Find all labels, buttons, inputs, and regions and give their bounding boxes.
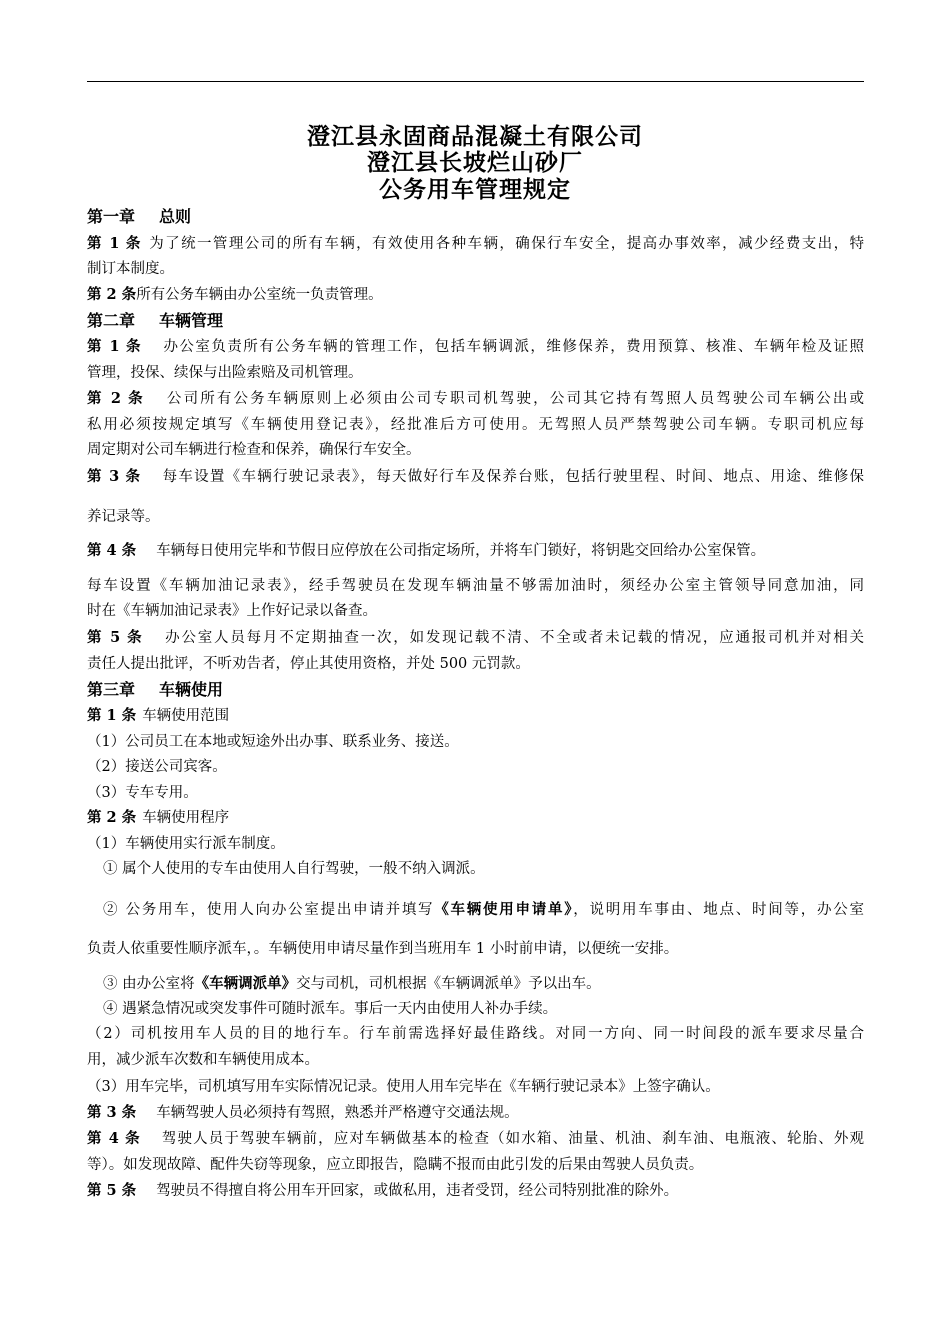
ch2-article-2 <box>87 389 864 409</box>
company-title: 澄江县永固商品混凝土有限公司 <box>307 123 643 150</box>
procedure-sub-3 <box>103 974 864 994</box>
article-label: 第 1 条 <box>87 235 142 252</box>
ch2-article-4-cont: 每车设置《车辆加油记录表》，经手驾驶员在发现车辆油量不够需加油时，须经办公室主管领导同意加油，同 <box>87 578 864 594</box>
ch2-article-3 <box>87 467 864 487</box>
ch2-article-5-cont: 责任人提出批评，不听劝告者，停止其使用资格，并处 500 元罚款。 <box>87 656 530 672</box>
article-text: 车辆每日使用完毕和节假日应停放在公司指定场所，并将车门锁好，将钥匙交回给办公室保管。 <box>156 543 766 559</box>
procedure-item-1: （1）车辆使用实行派车制度。 <box>87 836 285 852</box>
chapter-number: 第一章 <box>87 207 136 226</box>
ch2-article-4-cont2: 时在《车辆加油记录表》上作好记录以备查。 <box>87 603 377 619</box>
ch2-article-1 <box>87 337 864 357</box>
ch2-article-1-cont: 管理，投保、续保与出险索赔及司机管理。 <box>87 365 363 381</box>
procedure-item-2: （2）司机按用车人员的目的地行车。行车前需选择好最佳路线。对同一方向、同一时间段的派车要求尽量合 <box>87 1026 864 1042</box>
article-text: 驾驶人员于驾驶车辆前，应对车辆做基本的检查（如水箱、油量、机油、刹车油、电瓶液、轮胎、外观 <box>160 1131 864 1147</box>
article-label: 第 4 条 <box>87 542 137 559</box>
header-rule <box>87 81 864 82</box>
ch2-article-5 <box>87 628 864 648</box>
usage-scope-item-1: （1）公司员工在本地或短途外出办事、联系业务、接送。 <box>87 734 459 750</box>
ch3-article-2 <box>87 808 864 828</box>
ch2-article-2-cont: 私用必须按规定填写《车辆使用登记表》，经批准后方可使用。无驾照人员严禁驾驶公司车辆。专职司机应每 <box>87 417 864 433</box>
ch3-article-5 <box>87 1181 864 1201</box>
procedure-item-3: （3）用车完毕，司机填写用车实际情况记录。使用人用车完毕在《车辆行驶记录本》上签字确认。 <box>87 1079 720 1095</box>
sub-text-a: ③ 由办公室将 <box>103 976 195 992</box>
article-label: 第 3 条 <box>87 468 142 485</box>
sub-text-c: 交与司机，司机根据《车辆调派单》予以出车。 <box>296 976 601 992</box>
factory-title: 澄江县长坡烂山砂厂 <box>367 149 583 176</box>
ch3-article-1 <box>87 706 864 726</box>
article-text: 所有公务车辆由办公室统一负责管理。 <box>136 287 383 303</box>
procedure-sub-4: ④ 遇紧急情况或突发事件可随时派车。事后一天内由使用人补办手续。 <box>103 1001 558 1017</box>
ch3-article-4-cont: 等）。如发现故障、配件失窃等现象，应立即报告，隐瞒不报而由此引发的后果由驾驶人员负责。 <box>87 1157 704 1173</box>
chapter-name: 车辆管理 <box>159 311 224 330</box>
article-text: 公司所有公务车辆原则上必须由公司专职司机驾驶，公司其它持有驾照人员驾驶公司车辆公出或 <box>164 391 864 407</box>
procedure-sub-2 <box>103 900 864 920</box>
article-text: 办公室人员每月不定期抽查一次，如发现记载不清、不全或者未记载的情况，应通报司机并对相关 <box>163 630 865 646</box>
dispatch-form-ref: 《车辆调派单》 <box>194 975 297 992</box>
procedure-item-2-cont: 用，减少派车次数和车辆使用成本。 <box>87 1052 319 1068</box>
article-label: 第 1 条 <box>87 707 137 724</box>
article-label: 第 3 条 <box>87 1104 137 1121</box>
article-text: 车辆使用程序 <box>142 810 230 826</box>
ch1-article-1-cont: 制订本制度。 <box>87 261 174 277</box>
usage-scope-item-2: （2）接送公司宾客。 <box>87 759 227 775</box>
ch2-article-3-cont: 养记录等。 <box>87 509 160 525</box>
article-text: 为了统一管理公司的所有车辆，有效使用各种车辆，确保行车安全，提高办事效率，减少经费支出，特 <box>147 236 864 252</box>
article-text: 驾驶员不得擅自将公用车开回家，或做私用，违者受罚，经公司特别批准的除外。 <box>156 1183 679 1199</box>
chapter-number: 第三章 <box>87 680 136 699</box>
ch3-article-3 <box>87 1103 864 1123</box>
chapter-1-heading <box>87 206 191 228</box>
article-text: 办公室负责所有公务车辆的管理工作，包括车辆调派，维修保养，费用预算、核准、车辆年检及证照 <box>162 339 865 355</box>
application-form-ref: 《车辆使用申请单》 <box>434 901 574 918</box>
article-text: 车辆驾驶人员必须持有驾照，熟悉并严格遵守交通法规。 <box>156 1105 519 1121</box>
article-label: 第 5 条 <box>87 1182 137 1199</box>
sub-text-a: ② 公务用车，使用人向办公室提出申请并填写 <box>103 902 435 918</box>
ch2-article-2-cont2: 周定期对公司车辆进行检查和保养，确保行车安全。 <box>87 442 421 458</box>
article-label: 第 5 条 <box>87 629 144 646</box>
chapter-3-heading <box>87 679 223 701</box>
article-label: 第 4 条 <box>87 1130 141 1147</box>
sub-text-c: ，说明用车事由、地点、时间等，办公室 <box>573 902 865 918</box>
ch2-article-4 <box>87 541 864 561</box>
procedure-sub-2-cont: 负责人依重要性顺序派车，。车辆使用申请尽量作到当班用车 1 小时前申请，以便统一安排。 <box>87 941 679 957</box>
article-text: 每车设置《车辆行驶记录表》，每天做好行车及保养台账，包括行驶里程、时间、地点、用途、维修保 <box>161 469 864 485</box>
document-title: 公务用车管理规定 <box>379 176 571 203</box>
article-text: 车辆使用范围 <box>142 708 230 724</box>
article-label: 第 1 条 <box>87 338 143 355</box>
ch1-article-1 <box>87 234 864 254</box>
chapter-2-heading <box>87 310 223 332</box>
ch3-article-4 <box>87 1129 864 1149</box>
procedure-sub-1: ① 属个人使用的专车由使用人自行驾驶，一般不纳入调派。 <box>103 861 485 877</box>
article-label: 第 2 条 <box>87 390 145 407</box>
chapter-name: 车辆使用 <box>159 680 224 699</box>
chapter-name: 总则 <box>159 207 192 226</box>
usage-scope-item-3: （3）专车专用。 <box>87 785 198 801</box>
article-label: 第 2 条 <box>87 809 137 826</box>
ch1-article-2 <box>87 285 864 305</box>
chapter-number: 第二章 <box>87 311 136 330</box>
article-label: 第 2 条 <box>87 286 137 303</box>
